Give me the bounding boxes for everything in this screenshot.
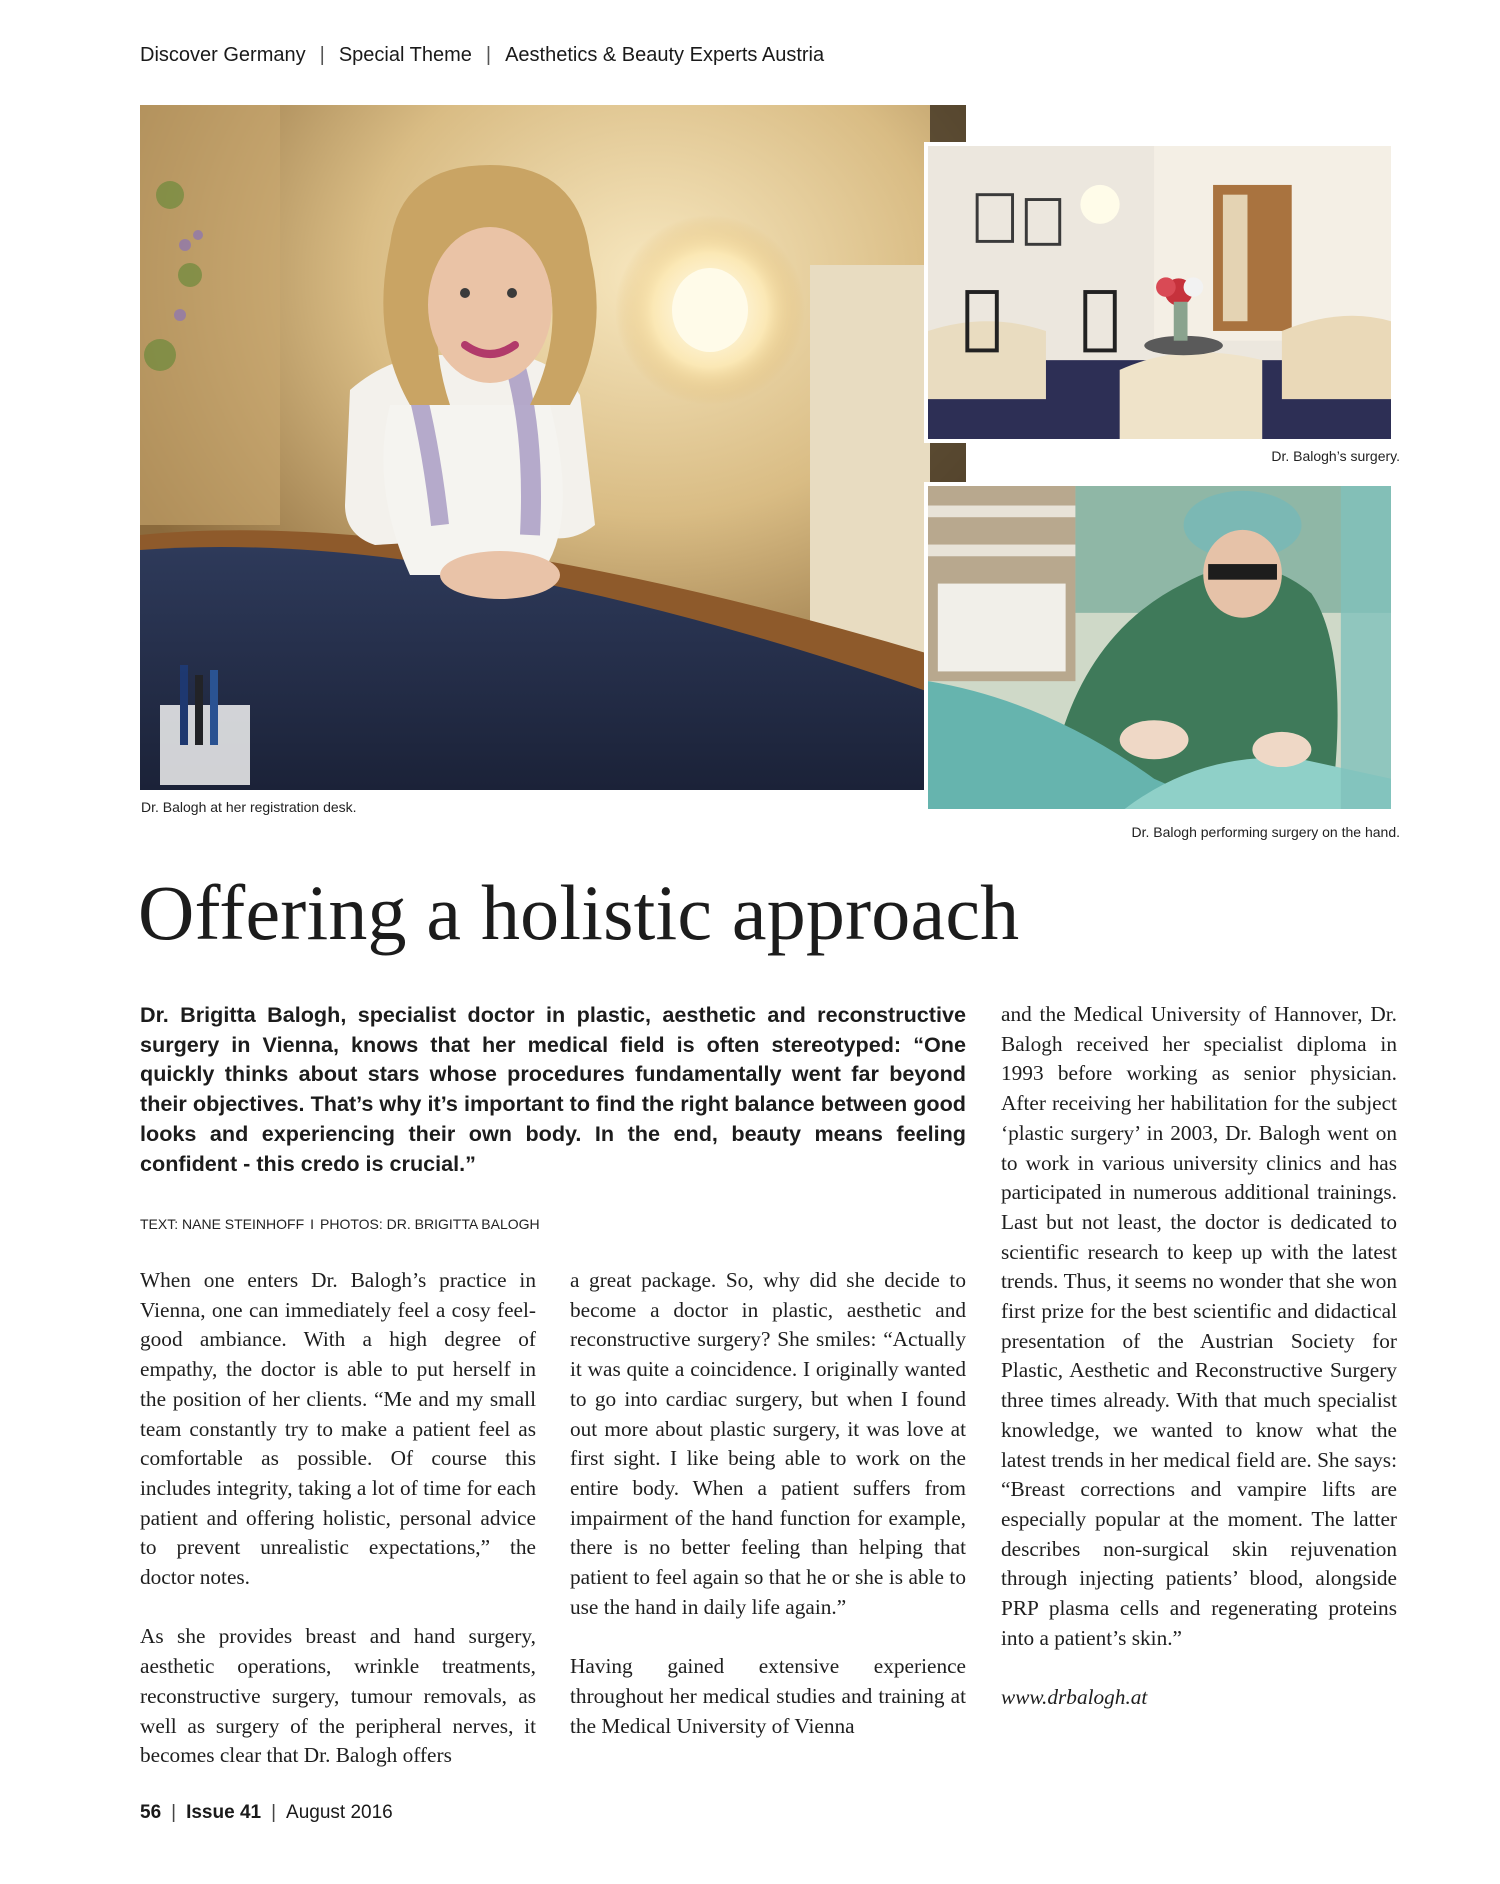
page-number: 56: [140, 1802, 162, 1823]
photo-waiting-room-illustration: [928, 146, 1391, 439]
photo-hand-surgery: [924, 482, 1395, 813]
issue-number: Issue 41: [186, 1802, 262, 1823]
caption-hand-surgery: Dr. Balogh performing surgery on the hand.: [1131, 824, 1400, 840]
body-column-3: [1001, 1000, 1397, 1713]
body-column-1: [140, 1266, 536, 1771]
body-paragraph: a great package. So, why did she decide to become a doctor in plastic, aesthetic and reconstructive surgery? She smiles: “Actually it was quite a coincidence. I originally wanted to go into cardiac surgery, but when I found out more about plastic surgery, it was love at first sight. I like being able to work on the entire body. When a patient suffers from impairment of the hand function for example, there is no better feeling than helping that patient to feel again so that he or she is able to use the hand in daily life again.”: [570, 1268, 966, 1619]
running-header: Discover Germany | Special Theme | Aesthetics & Beauty Experts Austria: [140, 44, 825, 66]
photo-waiting-room: [924, 142, 1395, 443]
body-paragraph: Having gained extensive experience throughout her medical studies and training at the Medical University of Vienna: [570, 1654, 966, 1738]
article-credits: TEXT: NANE STEINHOFF I PHOTOS: DR. BRIGITTA BALOGH: [140, 1216, 540, 1232]
article-title: Offering a holistic approach: [138, 869, 1020, 956]
body-paragraph: When one enters Dr. Balogh’s practice in Vienna, one can immediately feel a cosy feel-good ambiance. With a high degree of empathy, the doctor is able to put herself in the position of her clients. “Me and my small team constantly try to make a patient feel as comfortable as possible. Of course this includes integrity, taking a lot of time for each patient and offering holistic, personal advice to prevent unrealistic expectations,” the doctor notes.: [140, 1268, 536, 1590]
issue-date: August 2016: [286, 1802, 393, 1823]
header-section: Discover Germany: [140, 44, 306, 66]
website-link[interactable]: www.drbalogh.at: [1001, 1685, 1148, 1710]
caption-doctor-at-desk: Dr. Balogh at her registration desk.: [141, 799, 357, 815]
credit-photos: PHOTOS: DR. BRIGITTA BALOGH: [320, 1216, 540, 1232]
photo-hand-surgery-illustration: [928, 486, 1391, 809]
caption-waiting-room: Dr. Balogh’s surgery.: [1271, 448, 1400, 464]
photo-doctor-illustration: [140, 105, 966, 790]
body-paragraph: and the Medical University of Hannover, Dr. Balogh received her specialist diploma in 1993 before working as senior physician. After receiving her habilitation for the subject ‘plastic surgery’ in 2003, Dr. Balogh went on to work in various university clinics and has participated in numerous additional trainings. Last but not least, the doctor is dedicated to scientific research to keep up with the latest trends. Thus, it seems no wonder that she won first prize for the best scientific and didactical presentation of the Austrian Society for Plastic, Aesthetic and Reconstructive Surgery three times already. With that much specialist knowledge, we wanted to know what the latest trends in her medical field are. She says: “Breast corrections and vampire lifts are especially popular at the moment. The latter describes non-surgical skin rejuvenation through injecting patients’ blood, alongside PRP plasma cells and regenerating proteins into a patient’s skin.”: [1001, 1002, 1397, 1650]
photo-doctor-at-desk: [140, 105, 966, 790]
header-theme: Special Theme: [338, 44, 472, 66]
header-topic: Aesthetics & Beauty Experts Austria: [505, 44, 825, 66]
body-paragraph: As she provides breast and hand surgery, aesthetic operations, wrinkle treatments, reconstructive surgery, tumour removals, as well as surgery of the peripheral nerves, it becomes clear that Dr. Balogh offers: [140, 1624, 536, 1768]
article-lead: Dr. Brigitta Balogh, specialist doctor in plastic, aesthetic and reconstructive surgery in Vienna, knows that her medical field is often stereotyped: “One quickly thinks about stars whose procedures fundamentally went far beyond their objectives. That’s why it’s important to find the right balance between good looks and experiencing their own body. In the end, beauty means feeling confident - this credo is crucial.”: [140, 1002, 966, 1176]
credit-text: TEXT: NANE STEINHOFF: [140, 1216, 305, 1232]
body-column-2: [570, 1266, 966, 1741]
page-footer: 56 | Issue 41 | August 2016: [140, 1802, 393, 1823]
